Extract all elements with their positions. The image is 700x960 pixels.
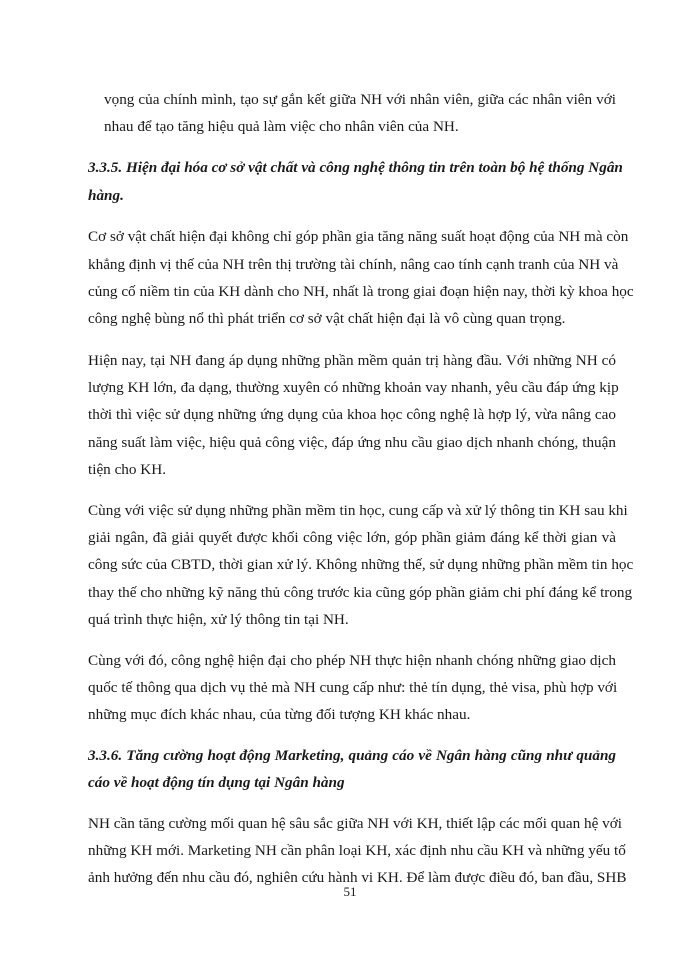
body-text-line: Cơ sở vật chất hiện đại không chỉ góp phần gia tăng năng suất hoạt động của NH mà còn	[88, 228, 629, 245]
body-text-line: thay thế cho những kỹ năng thủ công trước kia cũng góp phần giảm chi phí đáng kể trong	[88, 584, 633, 601]
body-text-line: khẳng định vị thế của NH trên thị trường tài chính, nâng cao tính cạnh tranh của NH và	[88, 256, 619, 273]
body-text-line: vọng của chính mình, tạo sự gắn kết giữa NH với nhân viên, giữa các nhân viên với	[104, 91, 616, 108]
body-text-line: lượng KH lớn, đa dạng, thường xuyên có những khoản vay nhanh, yêu cầu đáp ứng kịp	[88, 379, 619, 396]
body-text-line: năng suất làm việc, hiệu quả công việc, đáp ứng nhu cầu giao dịch nhanh chóng, thuận	[88, 434, 616, 451]
section-heading-3-3-6: 3.3.6. Tăng cường hoạt động Marketing, quảng cáo về Ngân hàng cũng như quảng	[88, 747, 616, 764]
body-text-line: NH cần tăng cường mối quan hệ sâu sắc giữa NH với KH, thiết lập các mối quan hệ với	[88, 815, 623, 832]
body-text-line: công nghệ bùng nổ thì phát triển cơ sở vật chất hiện đại là vô cùng quan trọng.	[88, 310, 566, 327]
body-text-line: Hiện nay, tại NH đang áp dụng những phần mềm quản trị hàng đầu. Với những NH có	[88, 352, 616, 369]
section-heading-3-3-6: cáo về hoạt động tín dụng tại Ngân hàng	[88, 774, 345, 791]
body-text-line: quá trình thực hiện, xử lý thông tin tại NH.	[88, 611, 349, 628]
body-text-line: nhau để tạo tăng hiệu quả làm việc cho nhân viên của NH.	[104, 118, 459, 135]
body-text-line: ảnh hưởng đến nhu cầu đó, nghiên cứu hành vi KH. Để làm được điều đó, ban đầu, SHB	[88, 869, 627, 886]
body-text-line: công sức của CBTD, thời gian xử lý. Không những thế, sử dụng những phần mềm tin học	[88, 556, 634, 573]
body-text-line: thời thì việc sử dụng những ứng dụng của khoa học công nghệ là hợp lý, vừa nâng cao	[88, 406, 616, 423]
body-text-line: tiện cho KH.	[88, 461, 167, 478]
section-heading-3-3-5: 3.3.5. Hiện đại hóa cơ sở vật chất và công nghệ thông tin trên toàn bộ hệ thống Ngân	[88, 159, 623, 176]
body-text-line: giải ngân, đã giải quyết được khối công việc lớn, góp phần giảm đáng kể thời gian và	[88, 529, 616, 546]
section-heading-3-3-5: hàng.	[88, 187, 124, 204]
body-text-line: củng cố niềm tin của KH dành cho NH, nhất là trong giai đoạn hiện nay, thời kỳ khoa học	[88, 283, 634, 300]
body-text-line: những KH mới. Marketing NH cần phân loại KH, xác định nhu cầu KH và những yếu tố	[88, 842, 626, 859]
body-text-line: quốc tế thông qua dịch vụ thẻ mà NH cung cấp như: thẻ tín dụng, thẻ visa, phù hợp với	[88, 679, 618, 696]
page-number: 51	[343, 884, 357, 899]
body-text-line: những mục đích khác nhau, của từng đối tượng KH khác nhau.	[88, 706, 471, 723]
body-text-line: Cùng với việc sử dụng những phần mềm tin học, cung cấp và xử lý thông tin KH sau khi	[88, 502, 628, 519]
body-text-line: Cùng với đó, công nghệ hiện đại cho phép NH thực hiện nhanh chóng những giao dịch	[88, 652, 616, 669]
